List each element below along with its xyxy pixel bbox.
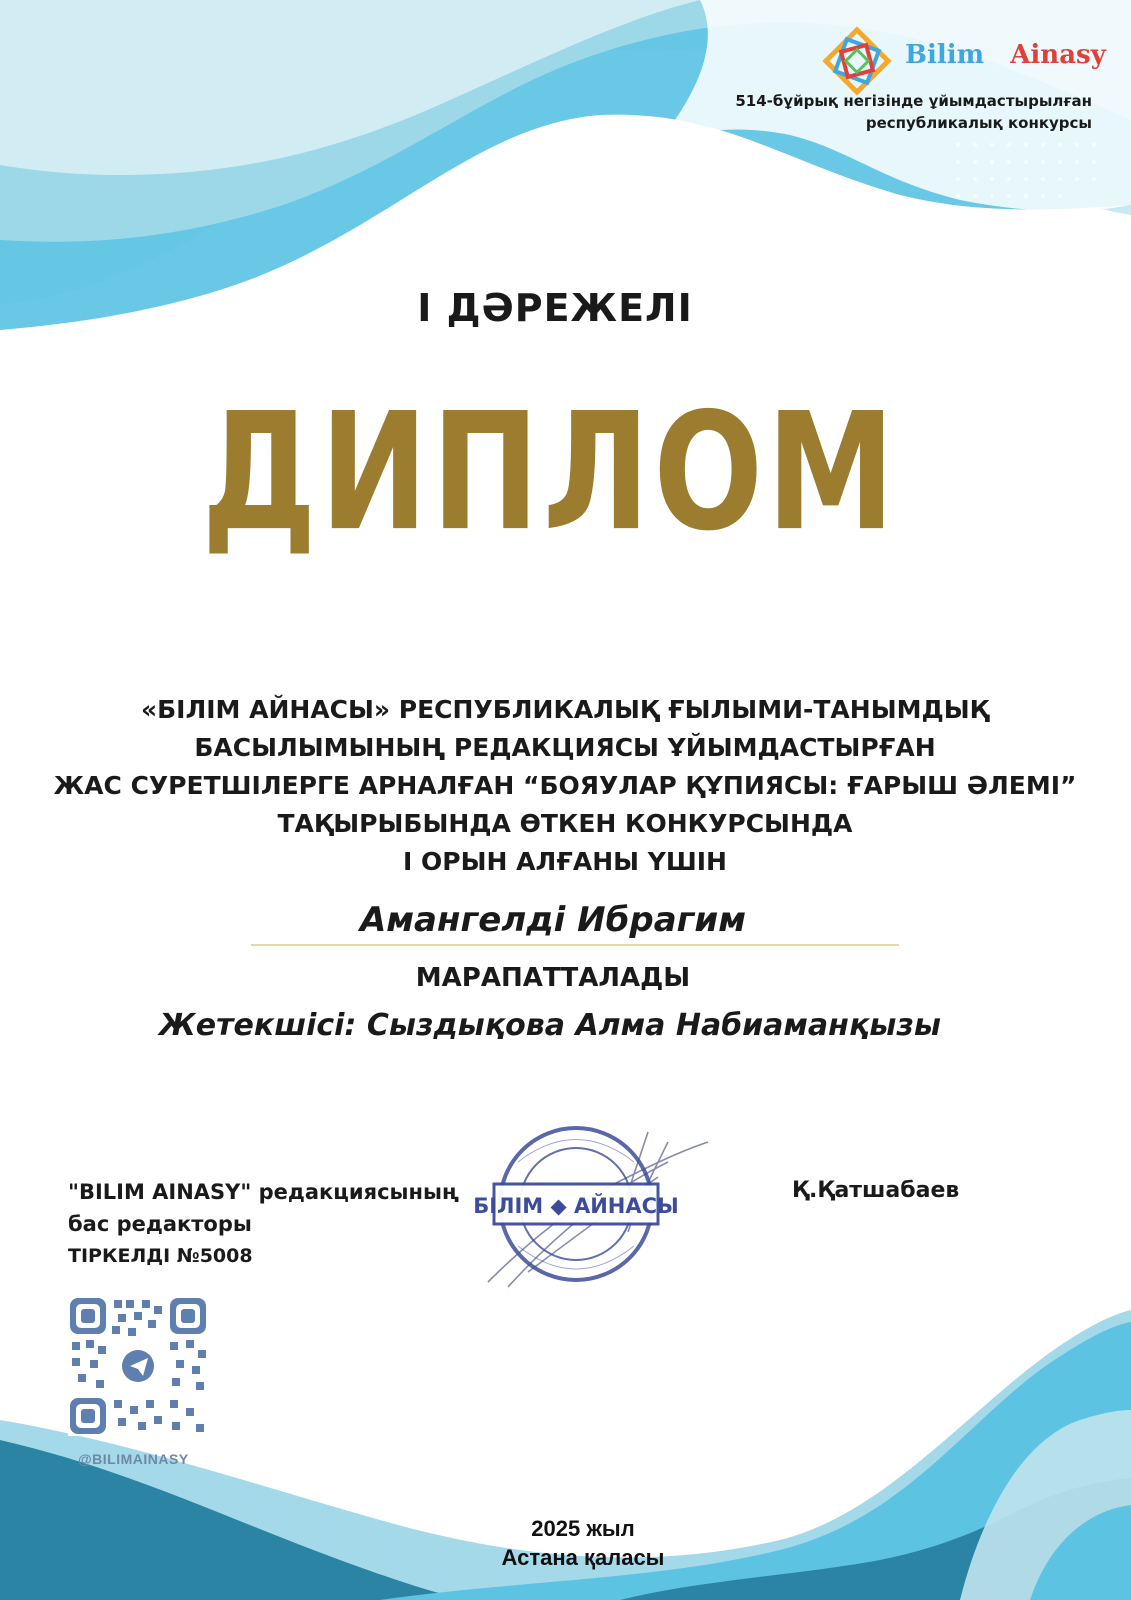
description-line: БАСЫЛЫМЫНЫҢ РЕДАКЦИЯСЫ ҰЙЫМДАСТЫРҒАН [194,733,936,762]
description-line: ЖАС СУРЕТШІЛЕРГЕ АРНАЛҒАН “БОЯУЛАР ҚҰПИЯСЫ: ҒАРЫШ ӘЛЕМІ” [53,771,1077,800]
stamp-text: БІЛІМ ◆ АЙНАСЫ [473,1194,679,1218]
description-line: «БІЛІМ АЙНАСЫ» РЕСПУБЛИКАЛЫҚ ҒЫЛЫМИ-ТАНЫМДЫҚ [140,695,990,724]
editor-signature-block [68,1176,459,1272]
degree-label: І ДӘРЕЖЕЛІ [417,286,693,330]
footer-city: Астана қаласы [501,1545,665,1570]
signer-name: Қ.Қатшабаев [792,1178,960,1203]
diploma-title-wrap [0,379,1100,568]
registration-number: ТІРКЕЛДІ №5008 [68,1245,253,1267]
footer [0,1514,1131,1572]
description-line: ТАҚЫРЫБЫНДА ӨТКЕН КОНКУРСЫНДА [277,809,853,838]
editor-line1: "BILIM AINASY" редакциясының [68,1180,459,1204]
editor-line2: бас редакторы [68,1212,252,1236]
qr-code-icon [68,1296,208,1436]
organizer-note-line2: республикалық конкурсы [865,114,1092,132]
bilim-ainasy-logo-icon [822,26,892,96]
recipient-name: Амангелді Ибрагим [359,900,747,940]
recipient-underline [251,944,899,946]
diploma-title: ДИПЛОМ [201,379,899,567]
logo-ainasy: Ainasy [1010,40,1106,70]
qr-handle: @BILIMAINASY [78,1451,189,1467]
organizer-note [672,90,1092,134]
logo-wordmark [905,40,1106,70]
organizer-note-line1: 514-бұйрық негізінде ұйымдастырылған [735,92,1092,110]
footer-year: 2025 жыл [531,1516,635,1541]
award-word: МАРАПАТТАЛАДЫ [415,963,691,993]
logo-bilim: Bilim [905,40,985,70]
description-line: І ОРЫН АЛҒАНЫ ҮШІН [403,847,727,876]
supervisor-line: Жетекшісі: Сыздықова Алма Набиаманқызы [159,1008,941,1043]
description-block [40,691,1090,881]
official-stamp-icon [468,1122,718,1292]
